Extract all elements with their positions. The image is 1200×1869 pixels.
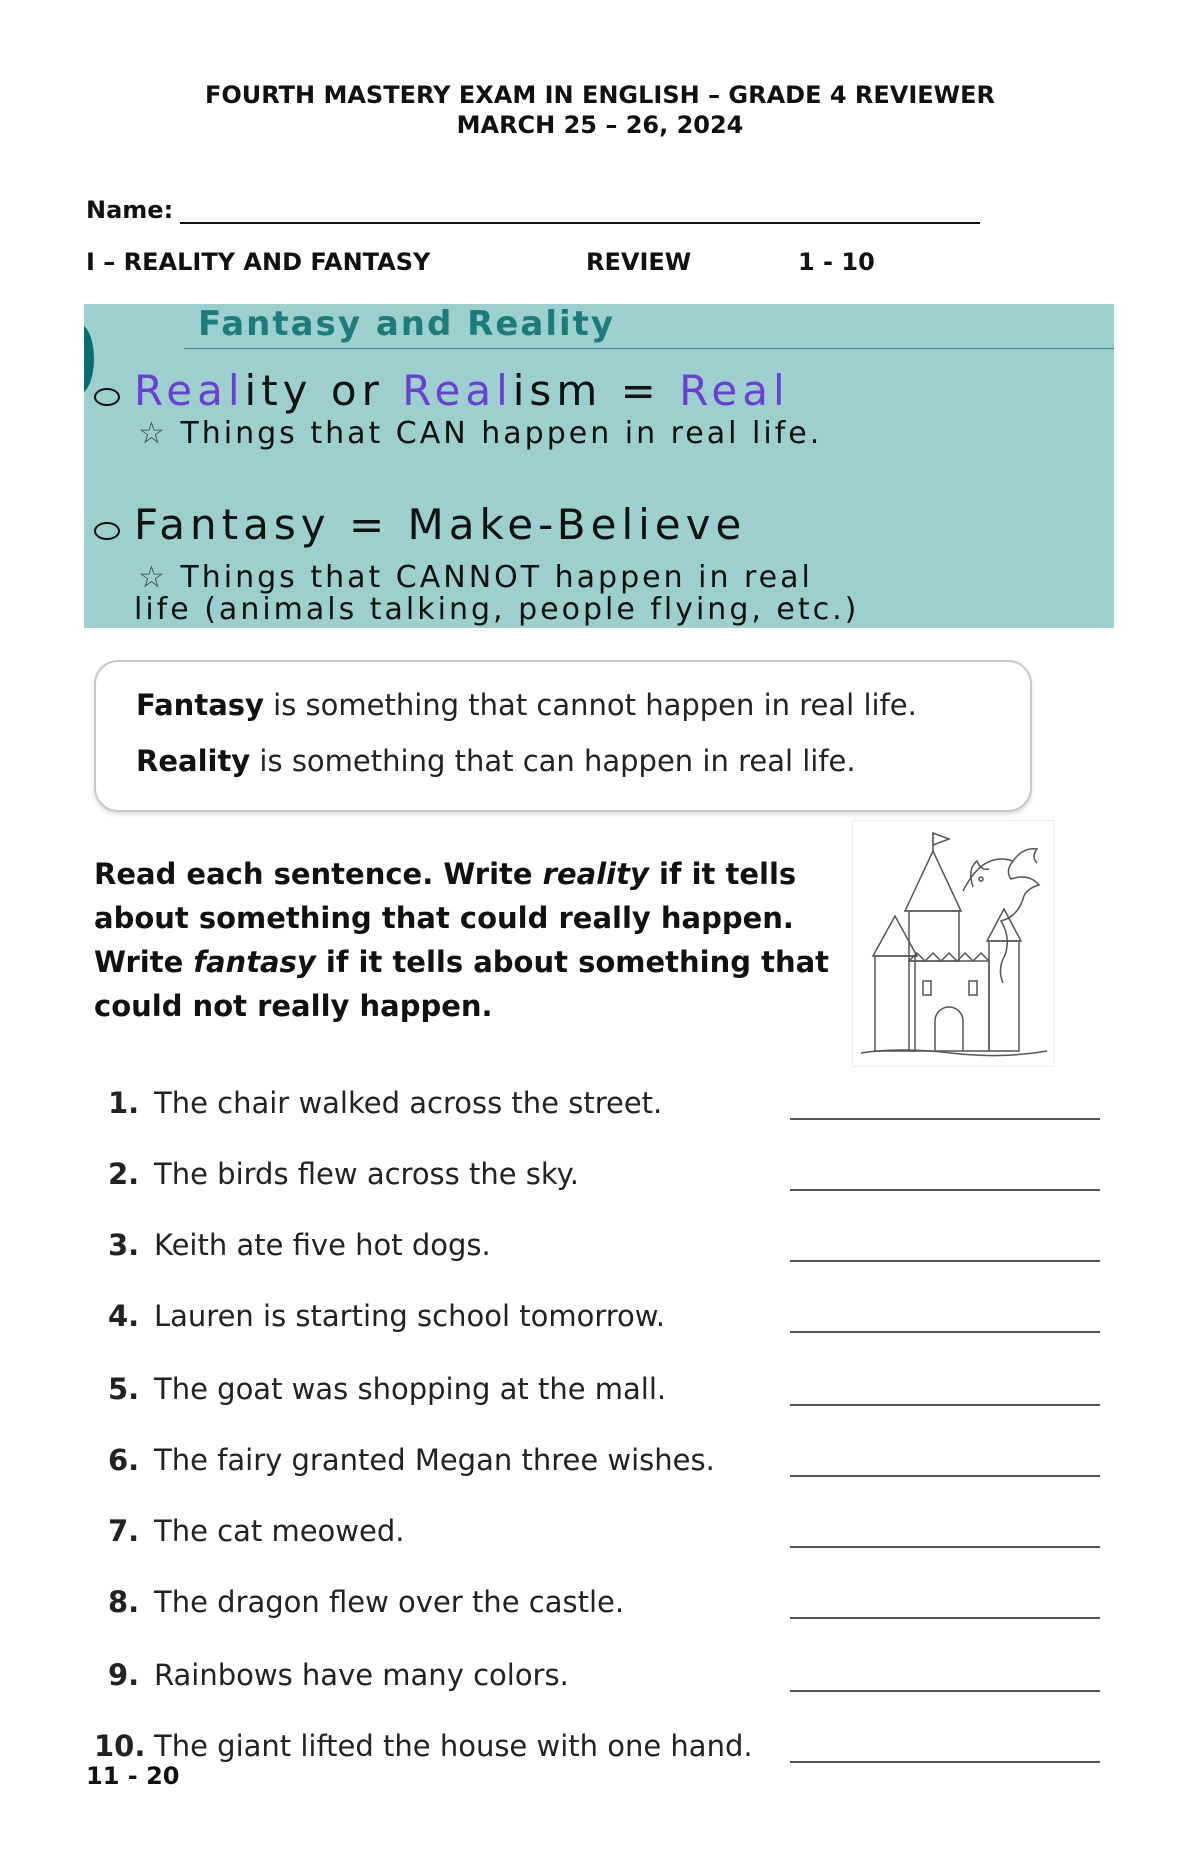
question-number: 9.: [108, 1658, 140, 1692]
fantasy-definition: [136, 688, 917, 722]
name-row: [86, 196, 986, 224]
instr-text: Read each sentence. Write: [94, 857, 543, 891]
exam-date: MARCH 25 – 26, 2024: [456, 111, 744, 139]
decorative-curve: [84, 324, 94, 394]
question-text: The fairy granted Megan three wishes.: [154, 1443, 715, 1477]
answer-blank[interactable]: [790, 1546, 1100, 1548]
instr-text: if it tells about something that could not really happen.: [94, 945, 830, 1023]
instructions: [94, 852, 834, 1028]
fantasy-desc-text: Things that CANNOT happen in real: [180, 560, 813, 595]
page-header: [0, 80, 1200, 140]
question-number: 4.: [108, 1299, 140, 1333]
question-item: [100, 1157, 1110, 1197]
divider: [184, 348, 1114, 349]
section-row: [86, 248, 986, 278]
teal-box-title: Fantasy and Reality: [198, 304, 616, 344]
answer-blank[interactable]: [790, 1404, 1100, 1406]
section-range: 1 - 10: [798, 248, 875, 276]
question-number: 10.: [94, 1729, 146, 1763]
question-item: [100, 1299, 1110, 1339]
exam-title: FOURTH MASTERY EXAM IN ENGLISH – GRADE 4 REVIEWER: [204, 81, 996, 109]
question-text: Rainbows have many colors.: [154, 1658, 569, 1692]
castle-dragon-illustration: [852, 820, 1054, 1067]
question-text: The chair walked across the street.: [154, 1086, 663, 1120]
question-text: Keith ate five hot dogs.: [154, 1228, 491, 1262]
question-number: 6.: [108, 1443, 140, 1477]
circle-bullet-icon: [94, 388, 120, 406]
question-text: The birds flew across the sky.: [154, 1157, 579, 1191]
question-item: [100, 1658, 1110, 1698]
reality-description: [138, 416, 822, 451]
answer-blank[interactable]: [790, 1617, 1100, 1619]
reality-definition: [136, 744, 856, 778]
question-number: 3.: [108, 1228, 140, 1262]
definition-box: [94, 660, 1032, 812]
fantasy-line: Fantasy = Make-Believe: [134, 500, 747, 549]
answer-blank[interactable]: [790, 1331, 1100, 1333]
castle-dragon-icon: [853, 821, 1053, 1066]
section-review: REVIEW: [586, 248, 692, 276]
question-number: 8.: [108, 1585, 140, 1619]
question-item: [100, 1086, 1110, 1126]
star-icon: ☆: [138, 560, 168, 595]
question-item: [100, 1585, 1110, 1625]
reality-line: [134, 366, 790, 415]
question-number: 1.: [108, 1086, 140, 1120]
reality-def-text: is something that can happen in real life.: [250, 744, 856, 778]
question-number: 2.: [108, 1157, 140, 1191]
answer-blank[interactable]: [790, 1118, 1100, 1120]
reality-text: ity or: [244, 366, 403, 415]
fantasy-description-1: [138, 560, 813, 595]
question-text: The goat was shopping at the mall.: [154, 1372, 667, 1406]
question-item: [100, 1514, 1110, 1554]
fantasy-description-2: life (animals talking, people flying, etc.): [134, 592, 860, 627]
name-label: Name:: [86, 196, 174, 224]
question-text: The dragon flew over the castle.: [154, 1585, 625, 1619]
question-text: The cat meowed.: [154, 1514, 405, 1548]
question-item: [100, 1228, 1110, 1268]
answer-blank[interactable]: [790, 1761, 1100, 1763]
fantasy-reality-box: [84, 304, 1114, 628]
question-number: 5.: [108, 1372, 140, 1406]
reality-highlight: Real: [134, 366, 245, 415]
answer-blank[interactable]: [790, 1189, 1100, 1191]
reality-desc-text: Things that CAN happen in real life.: [180, 416, 823, 451]
fantasy-def-text: is something that cannot happen in real life.: [263, 688, 917, 722]
instr-text: if it tells about something that could really happen. Write: [94, 857, 797, 979]
section-title: I – REALITY AND FANTASY: [86, 248, 431, 276]
question-text: Lauren is starting school tomorrow.: [154, 1299, 666, 1333]
real-highlight: Real: [679, 366, 790, 415]
question-text: The giant lifted the house with one hand.: [154, 1729, 753, 1763]
fantasy-term: Fantasy: [136, 688, 264, 722]
question-item: [100, 1443, 1110, 1483]
question-item: [100, 1372, 1110, 1412]
realism-text: ism =: [512, 366, 680, 415]
answer-blank[interactable]: [790, 1475, 1100, 1477]
question-number: 7.: [108, 1514, 140, 1548]
answer-blank[interactable]: [790, 1260, 1100, 1262]
circle-bullet-icon: [94, 522, 120, 540]
instr-fantasy: fantasy: [193, 945, 316, 979]
star-icon: ☆: [138, 416, 168, 451]
question-item: [94, 1729, 1110, 1769]
realism-highlight: Real: [402, 366, 513, 415]
reality-term: Reality: [136, 744, 251, 778]
answer-blank[interactable]: [790, 1690, 1100, 1692]
next-section-range: 11 - 20: [86, 1762, 180, 1790]
instr-reality: reality: [542, 857, 649, 891]
name-field[interactable]: [180, 222, 980, 224]
